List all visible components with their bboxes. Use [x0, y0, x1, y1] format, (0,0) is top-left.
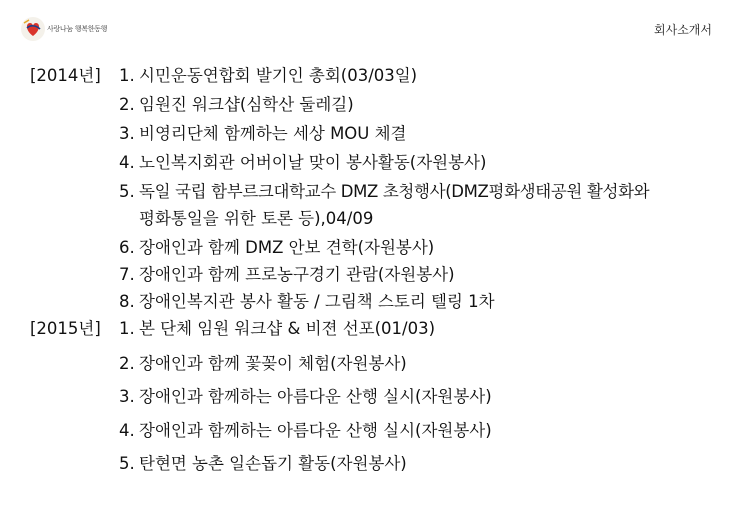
item-text-continuation: 평화통일을 위한 토론 등),04/09	[139, 209, 374, 228]
logo-text: 사랑나눔 행복한동행	[47, 25, 108, 33]
history-row-2015-5	[0, 452, 740, 476]
item-number: 7.	[119, 265, 135, 284]
history-row-2014-8	[0, 290, 740, 314]
item-text: 장애인과 함께하는 아름다운 산행 실시(자원봉사)	[139, 421, 492, 440]
history-row-2014-4	[0, 151, 740, 175]
history-row-2014-6	[0, 236, 740, 260]
item-text: 임원진 워크샵(심학산 둘레길)	[139, 95, 354, 114]
year-label-2014: [2014년]	[30, 66, 101, 85]
item-text: 본 단체 임원 워크샵 & 비젼 선포(01/03)	[139, 319, 436, 338]
item-text: 장애인과 함께 DMZ 안보 견학(자원봉사)	[139, 238, 435, 257]
history-row-2014-5-cont	[0, 207, 740, 231]
item-number: 2.	[119, 354, 135, 373]
history-row-2014-2	[0, 93, 740, 117]
year-label-2015: [2015년]	[30, 319, 101, 338]
item-text: 장애인복지관 봉사 활동 / 그림책 스토리 텔링 1차	[139, 292, 495, 311]
item-number: 1.	[119, 66, 135, 85]
history-row-2015-1	[0, 317, 740, 341]
document-title: 회사소개서	[654, 23, 712, 37]
heart-logo-icon	[20, 16, 46, 42]
history-row-2014-5	[0, 180, 740, 204]
item-number: 6.	[119, 238, 135, 257]
history-row-2015-2	[0, 352, 740, 376]
item-number: 1.	[119, 319, 135, 338]
item-text: 탄현면 농촌 일손돕기 활동(자원봉사)	[139, 454, 407, 473]
item-number: 4.	[119, 421, 135, 440]
item-number: 8.	[119, 292, 135, 311]
item-text: 장애인과 함께 프로농구경기 관람(자원봉사)	[139, 265, 455, 284]
history-row-2014-7	[0, 263, 740, 287]
item-number: 3.	[119, 387, 135, 406]
item-number: 5.	[119, 182, 135, 201]
item-number: 2.	[119, 95, 135, 114]
item-text: 시민운동연합회 발기인 총회(03/03일)	[139, 66, 418, 85]
item-text: 장애인과 함께 꽃꽂이 체험(자원봉사)	[139, 354, 407, 373]
item-text: 장애인과 함께하는 아름다운 산행 실시(자원봉사)	[139, 387, 492, 406]
item-number: 5.	[119, 454, 135, 473]
history-row-2014-1	[0, 64, 740, 88]
item-number: 4.	[119, 153, 135, 172]
item-text: 비영리단체 함께하는 세상 MOU 체결	[139, 124, 407, 143]
history-row-2015-3	[0, 385, 740, 409]
history-row-2014-3	[0, 122, 740, 146]
item-text: 독일 국립 함부르크대학교수 DMZ 초청행사(DMZ평화생태공원 활성화와	[139, 182, 650, 201]
history-row-2015-4	[0, 419, 740, 443]
item-text: 노인복지회관 어버이날 맞이 봉사활동(자원봉사)	[139, 153, 487, 172]
item-number: 3.	[119, 124, 135, 143]
company-logo	[20, 16, 108, 42]
